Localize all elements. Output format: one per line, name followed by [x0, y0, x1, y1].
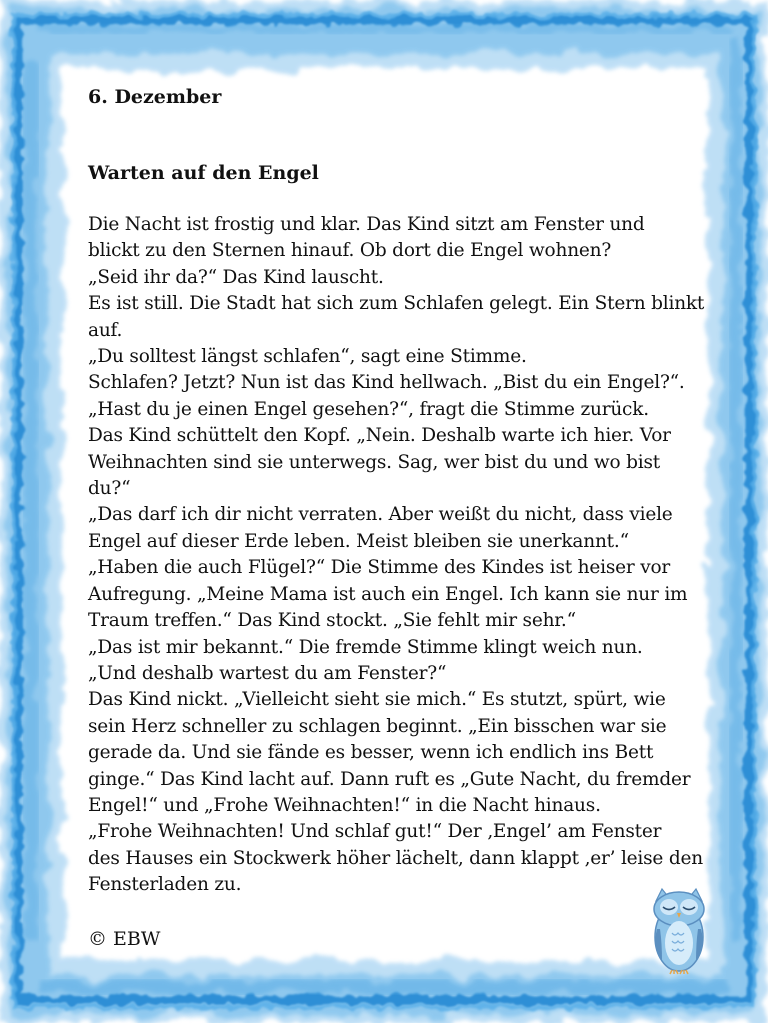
story-line: Fensterladen zu. [88, 874, 242, 896]
story-line: Engel auf dieser Erde leben. Meist bleiben sie unerkannt.“ [88, 530, 629, 552]
story-line: Engel!“ und „Frohe Weihnachten!“ in die Nacht hinaus. [88, 794, 601, 816]
story-line: Weihnachten sind sie unterwegs. Sag, wer bist du und wo bist [88, 451, 661, 473]
story-line: Traum treffen.“ Das Kind stockt. „Sie fehlt mir sehr.“ [88, 610, 576, 632]
story-line: ginge.“ Das Kind lacht auf. Dann ruft es „Gute Nacht, du fremder [88, 768, 691, 790]
story-content [88, 84, 708, 899]
story-line: Die Nacht ist frostig und klar. Das Kind sitzt am Fenster und [88, 214, 645, 235]
story-line: „Haben die auch Flügel?“ Die Stimme des Kindes ist heiser vor [88, 557, 671, 579]
story-line: „Und deshalb wartest du am Fenster?“ [88, 662, 447, 684]
story-line: auf. [88, 319, 123, 341]
date-heading: 6. Dezember [88, 86, 222, 108]
story-text [88, 212, 708, 899]
story-line: „Frohe Weihnachten! Und schlaf gut!“ Der ‚Engel’ am Fenster [88, 821, 662, 843]
owl-icon [648, 885, 710, 975]
story-line: Aufregung. „Meine Mama ist auch ein Engel. Ich kann sie nur im [88, 583, 688, 605]
story-title: Warten auf den Engel [88, 162, 319, 184]
story-line: „Hast du je einen Engel gesehen?“, fragt die Stimme zurück. [88, 398, 649, 420]
story-line: sein Herz schneller zu schlagen beginnt. „Ein bisschen war sie [88, 715, 667, 737]
story-line: du?“ [88, 478, 131, 500]
story-line: „Du solltest längst schlafen“, sagt eine Stimme. [88, 346, 527, 368]
story-line: „Das ist mir bekannt.“ Die fremde Stimme klingt weich nun. [88, 636, 643, 658]
story-line: Es ist still. Die Stadt hat sich zum Schlafen gelegt. Ein Stern blinkt [88, 293, 705, 315]
story-line: Das Kind schüttelt den Kopf. „Nein. Deshalb warte ich hier. Vor [88, 425, 671, 447]
story-line: gerade da. Und sie fände es besser, wenn ich endlich ins Bett [88, 742, 654, 764]
copyright: © EBW [88, 928, 161, 950]
story-line: des Hauses ein Stockwerk höher lächelt, dann klappt ‚er’ leise den [88, 847, 703, 869]
story-line: Das Kind nickt. „Vielleicht sieht sie mich.“ Es stutzt, spürt, wie [88, 689, 666, 711]
story-line: „Seid ihr da?“ Das Kind lauscht. [88, 266, 384, 288]
story-line: „Das darf ich dir nicht verraten. Aber weißt du nicht, dass viele [88, 504, 673, 526]
story-line: blickt zu den Sternen hinauf. Ob dort die Engel wohnen? [88, 240, 612, 262]
story-line: Schlafen? Jetzt? Nun ist das Kind hellwach. „Bist du ein Engel?“. [88, 372, 685, 394]
